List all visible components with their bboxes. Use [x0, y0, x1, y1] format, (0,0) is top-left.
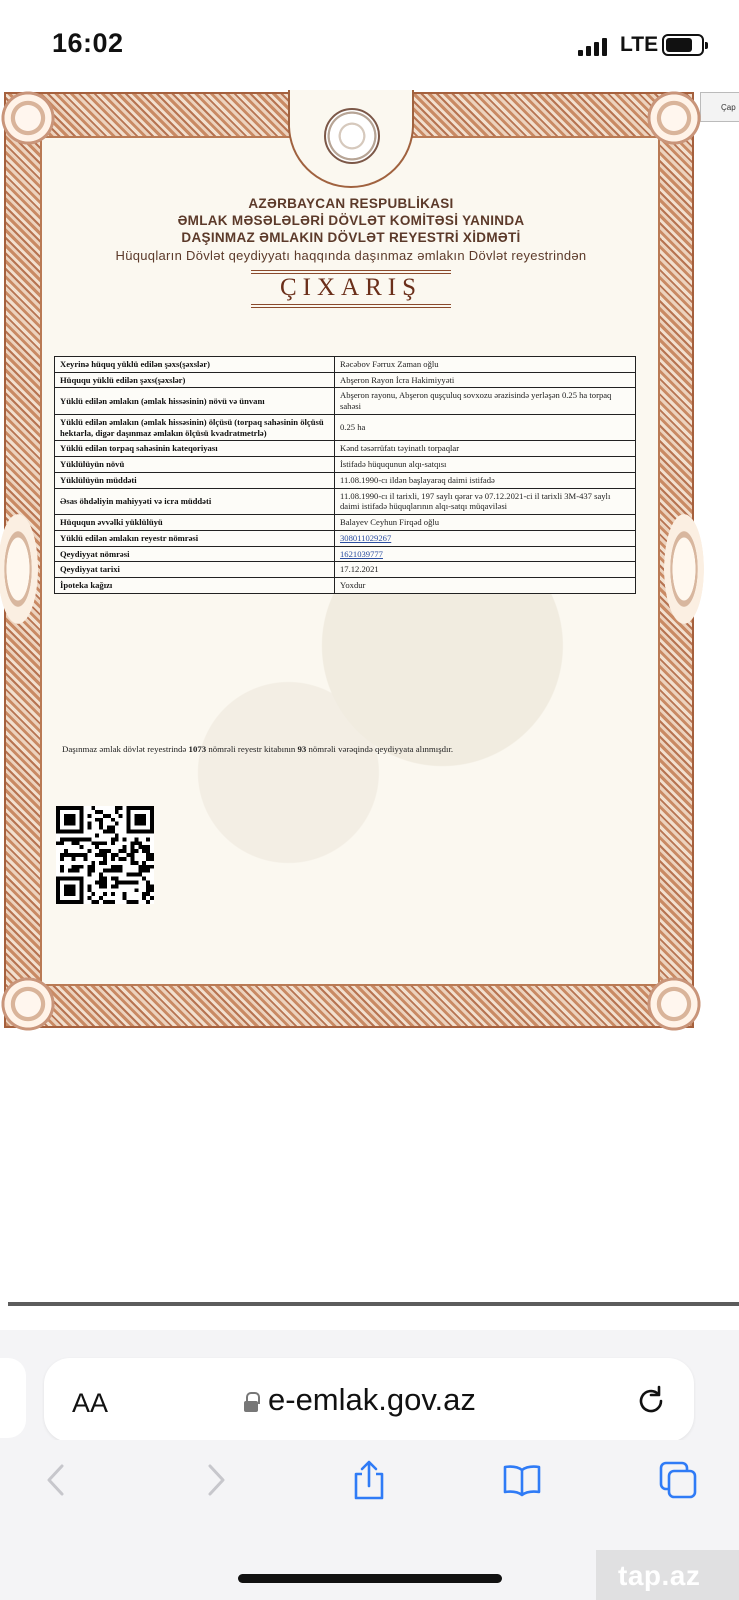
row-label: Yüklü edilən əmlakın (əmlak hissəsinin) ölçüsü (torpaq sahəsinin ölçüsü hektarla, digər daşınmaz əmlakın ölçüsü kvadratmetrlə): [55, 414, 335, 440]
row-label: Qeydiyyat nömrəsi: [55, 546, 335, 562]
table-row: [55, 530, 636, 546]
forward-icon[interactable]: [192, 1458, 236, 1502]
address-bar-area: [0, 1330, 739, 1440]
row-label: Xeyrinə hüquq yüklü edilən şəxs(şəxslər): [55, 357, 335, 373]
network-label: LTE: [620, 33, 659, 56]
row-value: İstifadə hüququnun alqı-satqısı: [335, 457, 636, 473]
status-time: 16:02: [52, 28, 124, 58]
row-value-link[interactable]: 1621039777: [340, 548, 383, 559]
page-scroll-edge: [8, 1302, 739, 1306]
row-value: Balayev Ceyhun Firqəd oğlu: [335, 515, 636, 531]
back-icon[interactable]: [36, 1458, 80, 1502]
row-value: Abşeron rayonu, Abşeron quşçuluq sovxozu ərazisində yerləşən 0.25 ha torpaq sahəsi: [335, 388, 636, 414]
qr-code[interactable]: [56, 806, 154, 904]
table-row: [55, 372, 636, 388]
lock-icon: [244, 1392, 258, 1412]
document-title: ÇIXARIŞ: [279, 274, 422, 301]
header-line-1: AZƏRBAYCAN RESPUBLİKASI: [248, 196, 454, 211]
table-row: [55, 388, 636, 414]
row-value: 17.12.2021: [335, 562, 636, 578]
row-value: [335, 546, 636, 562]
table-row: [55, 488, 636, 514]
row-value: [335, 530, 636, 546]
row-label: Yüklü edilən əmlakın reyestr nömrəsi: [55, 530, 335, 546]
table-row: [55, 414, 636, 440]
row-value-link[interactable]: 308011029267: [340, 532, 392, 543]
row-value: Kənd təsərrüfatı təyinatlı torpaqlar: [335, 441, 636, 457]
previous-tab-peek[interactable]: [0, 1358, 26, 1438]
table-row: [55, 562, 636, 578]
row-label: Yüklü edilən torpaq sahəsinin kateqoriyası: [55, 441, 335, 457]
watermark-logo: tap.az: [596, 1550, 739, 1600]
reload-icon[interactable]: [634, 1384, 668, 1418]
table-row: [55, 457, 636, 473]
text-size-button[interactable]: AA: [72, 1388, 109, 1418]
corner-ornament: [0, 88, 58, 148]
header-line-4: Hüquqların Dövlət qeydiyyatı haqqında daşınmaz əmlakın Dövlət reyestrindən: [115, 248, 587, 263]
status-bar: [0, 0, 739, 90]
side-print-tab[interactable]: Çap: [700, 92, 739, 122]
registry-note: Daşınmaz əmlak dövlət reyestrində 1073 nömrəli reyestr kitabının 93 nömrəli vərəqində qeydiyyata alınmışdır.: [62, 744, 454, 754]
side-ornament: [664, 514, 704, 624]
row-label: Hüququ yüklü edilən şəxs(şəxslər): [55, 372, 335, 388]
table-row: [55, 357, 636, 373]
url-text[interactable]: e-emlak.gov.az: [268, 1382, 476, 1417]
header-line-3: DAŞINMAZ ƏMLAKIN DÖVLƏT REYESTRİ XİDMƏTİ: [181, 230, 521, 245]
row-label: Yüklü edilən əmlakın (əmlak hissəsinin) növü və ünvanı: [55, 388, 335, 414]
row-value: Abşeron Rayon İcra Hakimiyyəti: [335, 372, 636, 388]
row-value: 11.08.1990-cı il tarixli, 197 saylı qərar və 07.12.2021-ci il tarixli 3M-437 saylı daimi istifadə hüquqlarının alqı-satqı müqaviləsi: [335, 488, 636, 514]
header-line-2: ƏMLAK MƏSƏLƏLƏRİ DÖVLƏT KOMİTƏSİ YANINDA: [177, 213, 525, 228]
registry-table: [54, 356, 636, 594]
table-row: [55, 441, 636, 457]
corner-ornament: [644, 88, 704, 148]
share-icon[interactable]: [347, 1458, 391, 1502]
certificate-document: [4, 92, 694, 1028]
side-ornament: [0, 514, 38, 624]
table-row: [55, 578, 636, 594]
row-label: Hüququn əvvəlki yüklülüyü: [55, 515, 335, 531]
state-emblem-icon: [324, 108, 380, 164]
row-label: İpoteka kağızı: [55, 578, 335, 594]
bookmarks-icon[interactable]: [500, 1458, 544, 1502]
browser-toolbar: [0, 1440, 739, 1600]
row-label: Qeydiyyat tarixi: [55, 562, 335, 578]
page-number: 93: [297, 744, 307, 754]
row-label: Yüklülüyün növü: [55, 457, 335, 473]
row-value: 0.25 ha: [335, 414, 636, 440]
corner-ornament: [644, 974, 704, 1034]
home-indicator[interactable]: [238, 1574, 502, 1583]
row-value: 11.08.1990-cı ildən başlayaraq daimi istifadə: [335, 472, 636, 488]
tabs-icon[interactable]: [656, 1458, 700, 1502]
book-number: 1073: [188, 744, 207, 754]
battery-icon: [662, 34, 704, 56]
row-label: Əsas öhdəliyin mahiyyəti və icra müddəti: [55, 488, 335, 514]
table-row: [55, 515, 636, 531]
table-row: [55, 472, 636, 488]
corner-ornament: [0, 974, 58, 1034]
row-value: Rəcəbov Fərrux Zaman oğlu: [335, 357, 636, 373]
table-row: [55, 546, 636, 562]
row-label: Yüklülüyün müddəti: [55, 472, 335, 488]
signal-icon: [578, 36, 610, 56]
web-content[interactable]: [0, 90, 739, 1330]
row-value: Yoxdur: [335, 578, 636, 594]
